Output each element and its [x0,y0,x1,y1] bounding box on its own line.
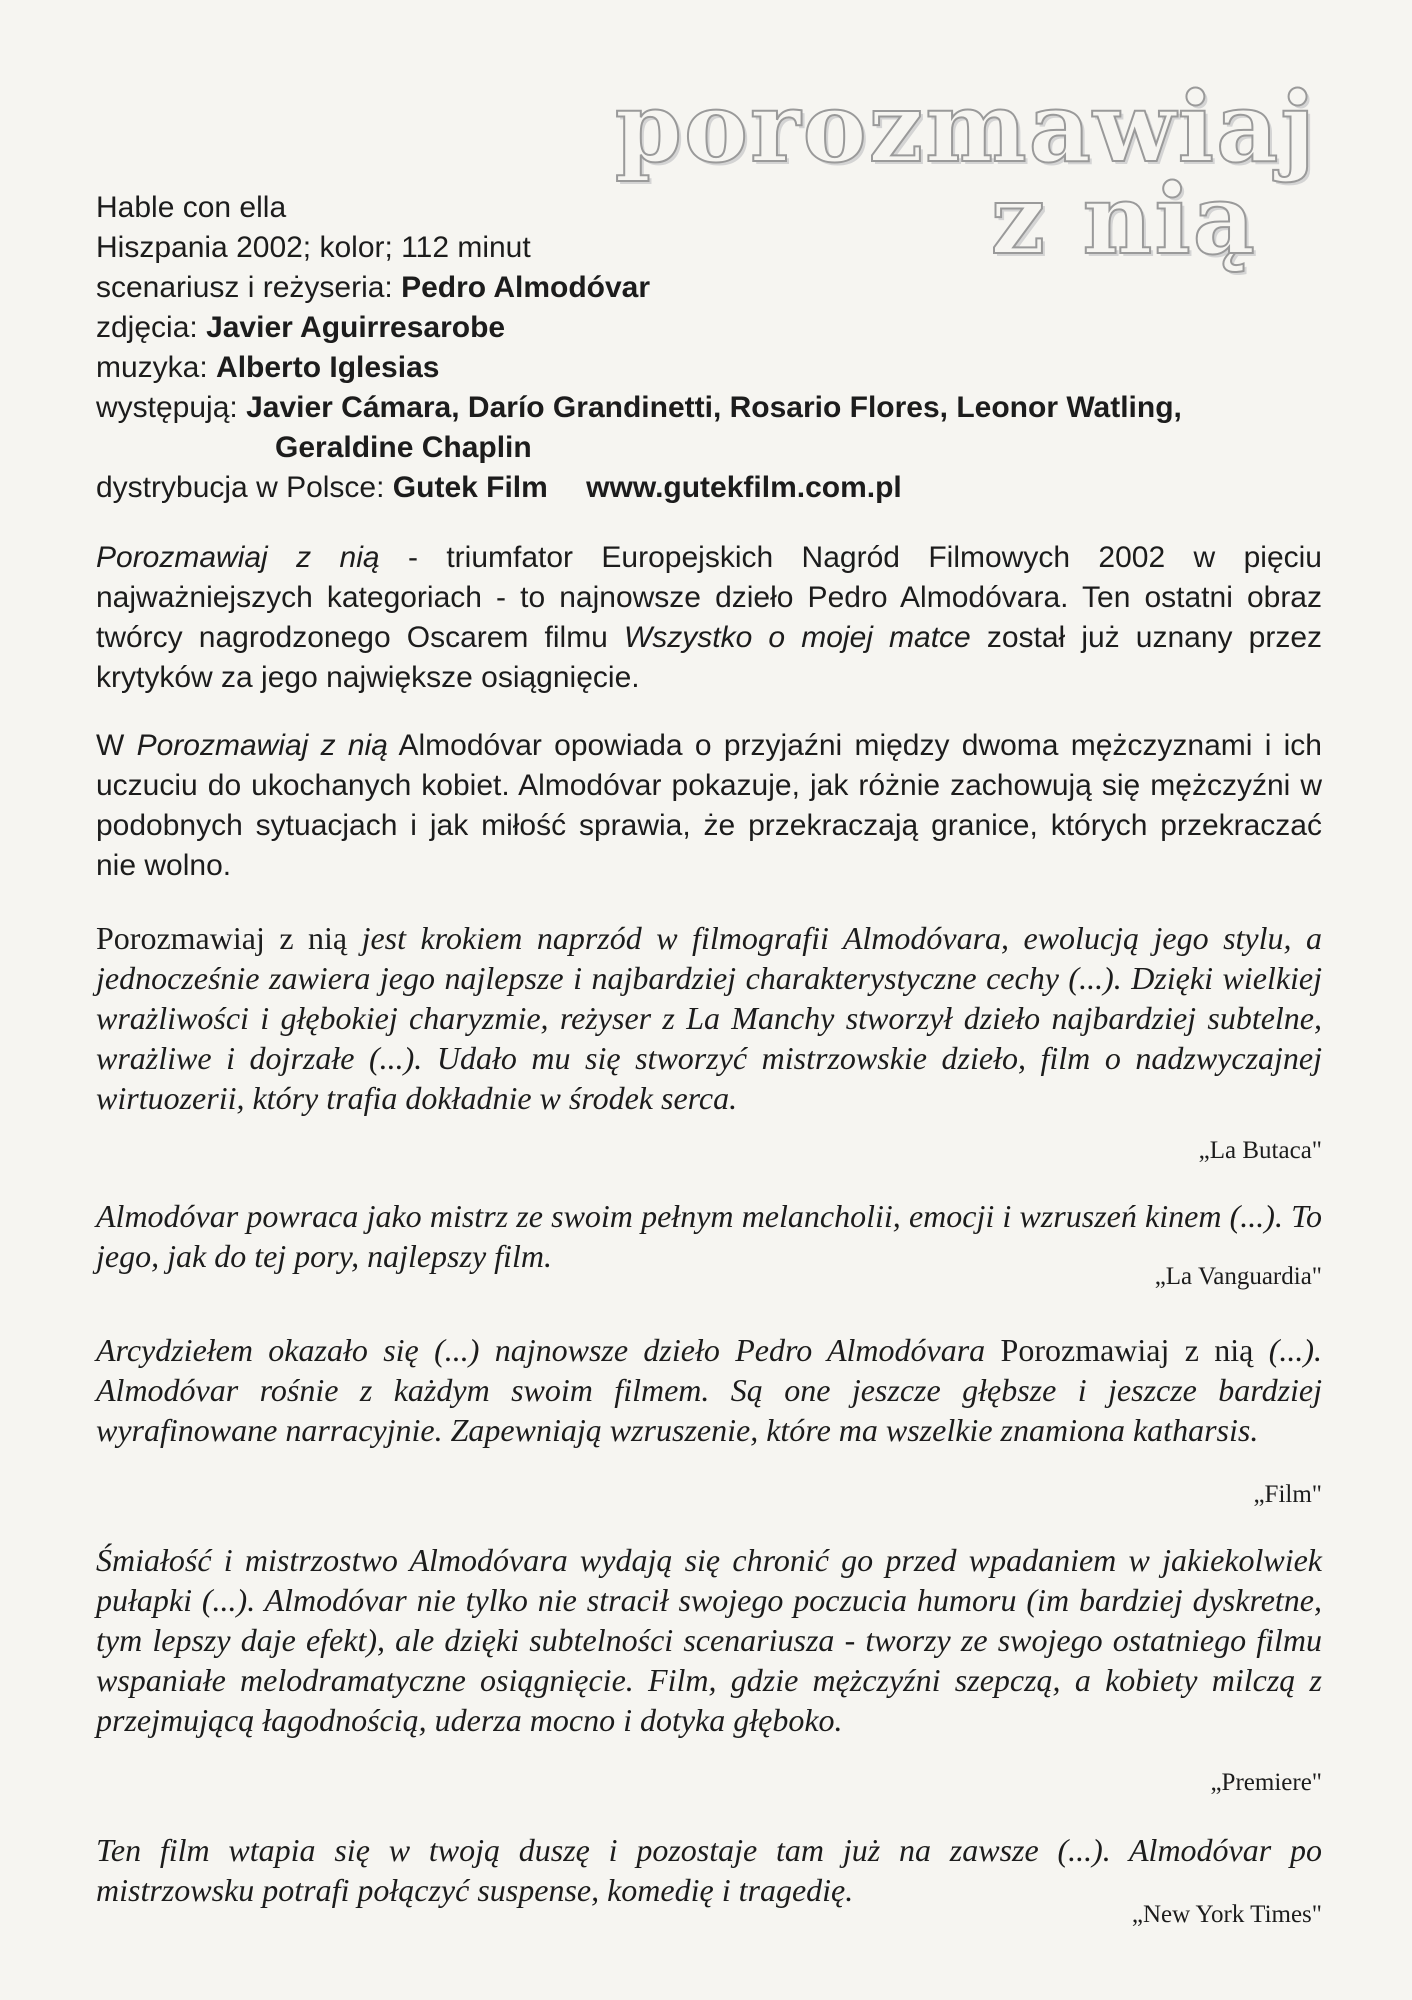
credit-label: zdjęcia: [96,311,198,344]
intro-paragraph-1 [96,538,1322,698]
credit-value: Alberto Iglesias [216,351,440,384]
original-title: Hable con ella [96,191,287,224]
website-link[interactable]: www.gutekfilm.com.pl [586,471,902,504]
paragraph-text: został już uznany przez krytyków za jego największe osiągnięcie. [96,621,1322,694]
quote-source-2: „La Vanguardia" [1154,1263,1322,1290]
credits-block [96,188,1336,508]
paragraph-text: - triumfator Europejskich Nagród Filmowych 2002 w pięciu najważniejszych kategoriach - to najnowsze dzieło Pedro Almodóvara. Ten ostatni obraz twórcy nagrodzonego Oscarem filmu [96,541,1322,654]
quote-text: Arcydziełem okazało się (...) najnowsze dzieło Pedro Almodóvara [96,1332,1001,1368]
title-logo-line-2: z nią [990,163,1257,276]
credit-value: Javier Cámara, Darío Grandinetti, Rosario Flores, Leonor Watling, [246,391,1182,424]
credit-music [96,348,1336,388]
credit-label: dystrybucja w Polsce: [96,471,385,504]
film-title: Wszystko o mojej matce [623,621,971,654]
review-quote-5: Ten film wtapia się w twoją duszę i pozostaje tam już na zawsze (...). Almodóvar po mistrzowsku potrafi połączyć suspense, komedię i tragedię. [96,1832,1322,1908]
review-quote-4: Śmiałość i mistrzostwo Almodóvara wydają się chronić go przed wpadaniem w jakiekolwiek pułapki (...). Almodóvar nie tylko nie stracił swojego poczucia humoru (im bardziej dyskretne, tym lepszy daje efekt), ale dzięki subtelności scenariusza - tworzy ze swojego ostatniego filmu wspaniałe melodramatyczne osiągnięcie. Film, gdzie mężczyźni szepczą, a kobiety milczą z przejmującą łagodnością, uderza mocno i dotyka głęboko. [96,1542,1322,1738]
credit-value: Pedro Almodóvar [401,271,651,304]
quote-source-1: „La Butaca" [1198,1137,1322,1164]
film-title: Porozmawiaj z nią [136,729,388,762]
review-quote-1 [96,918,1322,1118]
quote-source-5: „New York Times" [1131,1901,1322,1928]
quote-text: (...). Almodóvar rośnie z każdym swoim filmem. Są one jeszcze głębsze i jeszcze bardziej wyrafinowane narracyjnie. Zapewniają wzruszenie, które ma wszelkie znamiona katharsis. [96,1332,1323,1448]
credit-cast-continued [96,428,1336,468]
paragraph-text: W [96,729,137,762]
paragraph-text: Almodóvar opowiada o przyjaźni między dwoma mężczyznami i ich uczuciu do ukochanych kobiet. Almodóvar pokazuje, jak różnie zachowują się mężczyźni w podobnych sytuacjach i jak miłość sprawia, że przekraczają granice, których przekraczać nie wolno. [96,729,1322,882]
credit-photography [96,308,1336,348]
review-quote-2: Almodóvar powraca jako mistrz ze swoim pełnym melancholii, emocji i wzruszeń kinem (...). To jego, jak do tej pory, najlepszy film. [96,1198,1322,1274]
credit-value: Javier Aguirresarobe [206,311,506,344]
credit-label: muzyka: [96,351,208,384]
credit-screenplay [96,268,1336,308]
title-logo-line-1: porozmawiaj [614,71,1317,184]
quote-source-3: „Film" [1253,1481,1322,1508]
film-title: Porozmawiaj z nią [96,920,348,956]
production-info: Hiszpania 2002; kolor; 112 minut [96,231,531,264]
credit-value: Gutek Film [392,471,548,504]
credit-cast [96,388,1336,428]
film-title: Porozmawiaj z nią [96,541,380,574]
quote-source-4: „Premiere" [1210,1769,1322,1796]
credit-label: występują: [96,391,238,424]
quote-text: jest krokiem naprzód w filmografii Almodóvara, ewolucją jego stylu, a jednocześnie zawiera jego najlepsze i najbardziej charakterystyczne cechy (...). Dzięki wielkiej wrażliwości i głębokiej charyzmie, reżyser z La Manchy stworzył dzieło najbardziej subtelne, wrażliwe i dojrzałe (...). Udało mu się stworzyć mistrzowskie dzieło, film o nadzwyczajnej wirtuozerii, który trafia dokładnie w środek serca. [96,920,1323,1116]
credit-label: scenariusz i reżyseria: [96,271,393,304]
review-quote-3 [96,1330,1322,1450]
intro-paragraph-2 [96,726,1322,886]
film-title: Porozmawiaj z nią [1000,1332,1254,1368]
credit-value: Geraldine Chaplin [275,431,532,464]
credit-distribution [96,468,1336,508]
